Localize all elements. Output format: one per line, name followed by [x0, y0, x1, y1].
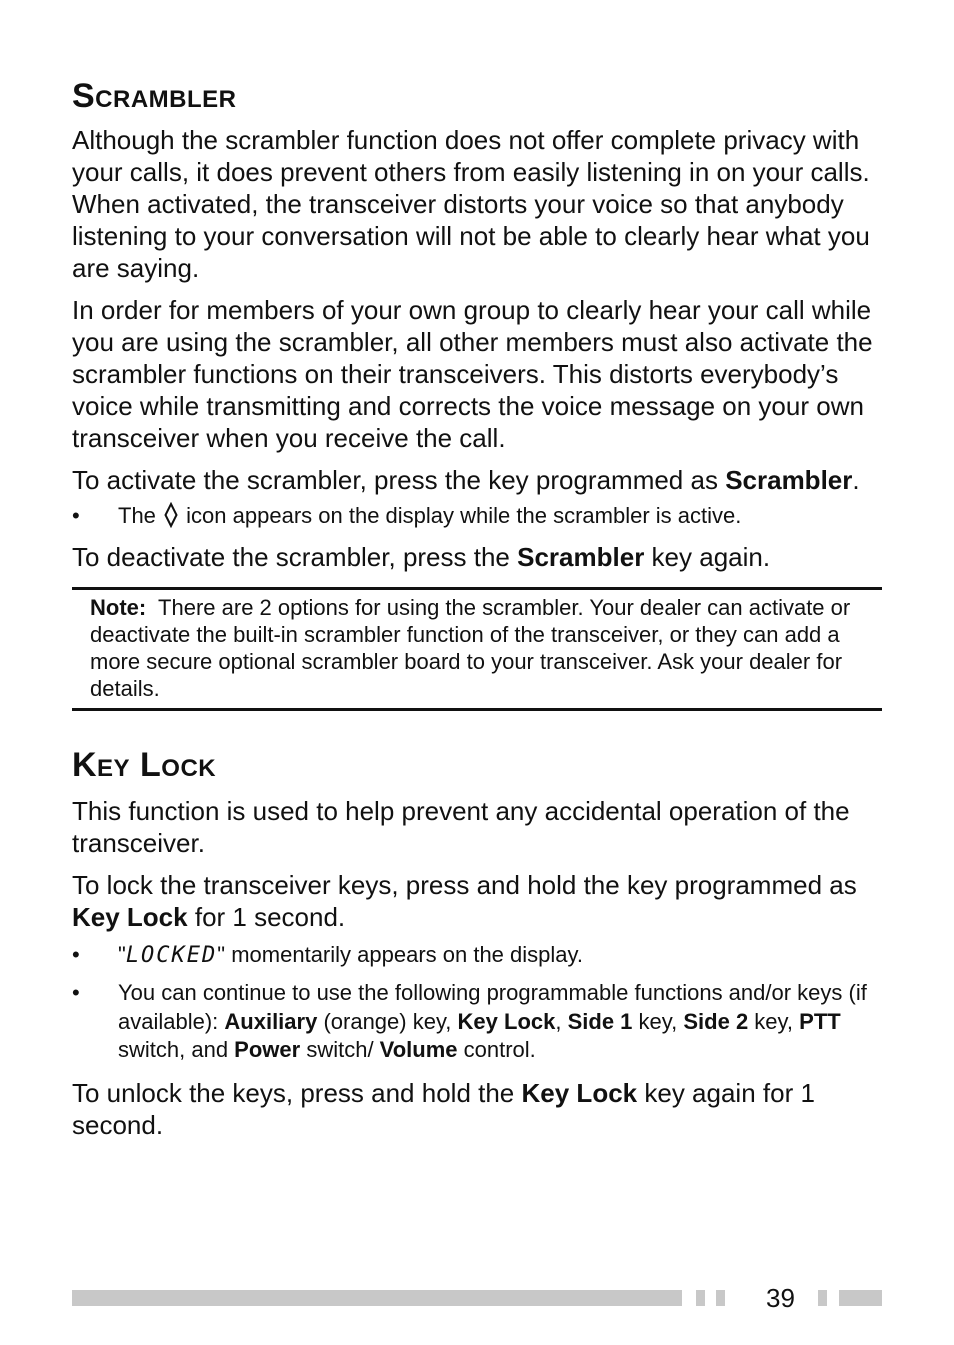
scrambler-group-paragraph: In order for members of your own group to clearly hear your call while you are using the scrambler, all other members must also activate the scrambler functions on their transceivers. This distorts everybody’s voice while transmitting and corrects the voice message on your own transceiver when you receive the call. — [72, 295, 873, 453]
scrambler-deactivate-instruction: To deactivate the scrambler, press the Scrambler key again. — [72, 541, 771, 572]
key-lock-heading: Key Lock — [72, 745, 217, 784]
scrambler-activate-instruction: To activate the scrambler, press the key programmed as Scrambler. — [72, 465, 860, 495]
note-text: There are 2 options for using the scrambler. Your dealer can activate or deactivate the built-in scrambler function of the transceiver, or they can add a more secure optional scrambler board to your transceiver. Ask your dealer for details. — [90, 594, 851, 701]
scrambler-key-name: Scrambler — [725, 465, 853, 495]
key-lock-instruction: To lock the transceiver keys, press and hold the key programmed as Key Lock for 1 second. — [72, 869, 857, 932]
scrambler-note-box — [72, 587, 882, 711]
available-functions-bullet: • You can continue to use the following programmable functions and/or keys (if available): Auxiliary (orange) key, Key Lock, Side 1 key, Side 2 key, PTT switch, and Power switch/ Volume control. — [72, 980, 867, 1062]
footer-bar-segment — [818, 1290, 827, 1306]
footer-bar-long — [72, 1290, 682, 1306]
key-unlock-instruction: To unlock the keys, press and hold the Key Lock key again for 1 second. — [72, 1077, 815, 1140]
bullet-mark: • — [72, 980, 80, 1005]
page-footer-bar — [72, 1290, 882, 1306]
footer-bar-end — [839, 1290, 882, 1306]
manual-page — [72, 76, 882, 1141]
page-number: 39 — [766, 1283, 795, 1313]
lcd-locked-text: LOCKED — [125, 942, 218, 968]
scrambler-heading: Scrambler — [72, 77, 237, 115]
scrambler-intro-paragraph: Although the scrambler function does not offer complete privacy with your calls, it does prevent others from easily listening in on your calls. When activated, the transceiver distorts your voice so that anybody listening to your conversation will not be able to clearly hear what you are saying. — [72, 125, 870, 283]
locked-display-bullet: • "LOCKED" momentarily appears on the display. — [72, 941, 583, 968]
scrambler-icon-bullet: • The icon appears on the display while the scrambler is active. — [72, 502, 882, 531]
note-label: Note: — [90, 594, 147, 620]
key-lock-intro-paragraph: This function is used to help prevent any accidental operation of the transceiver. — [72, 795, 850, 858]
footer-bar-segment — [716, 1290, 725, 1306]
bullet-mark: • — [72, 941, 80, 967]
scrambler-diamond-icon — [164, 502, 178, 528]
bullet-mark: • — [72, 503, 80, 528]
footer-bar-segment — [696, 1290, 705, 1306]
